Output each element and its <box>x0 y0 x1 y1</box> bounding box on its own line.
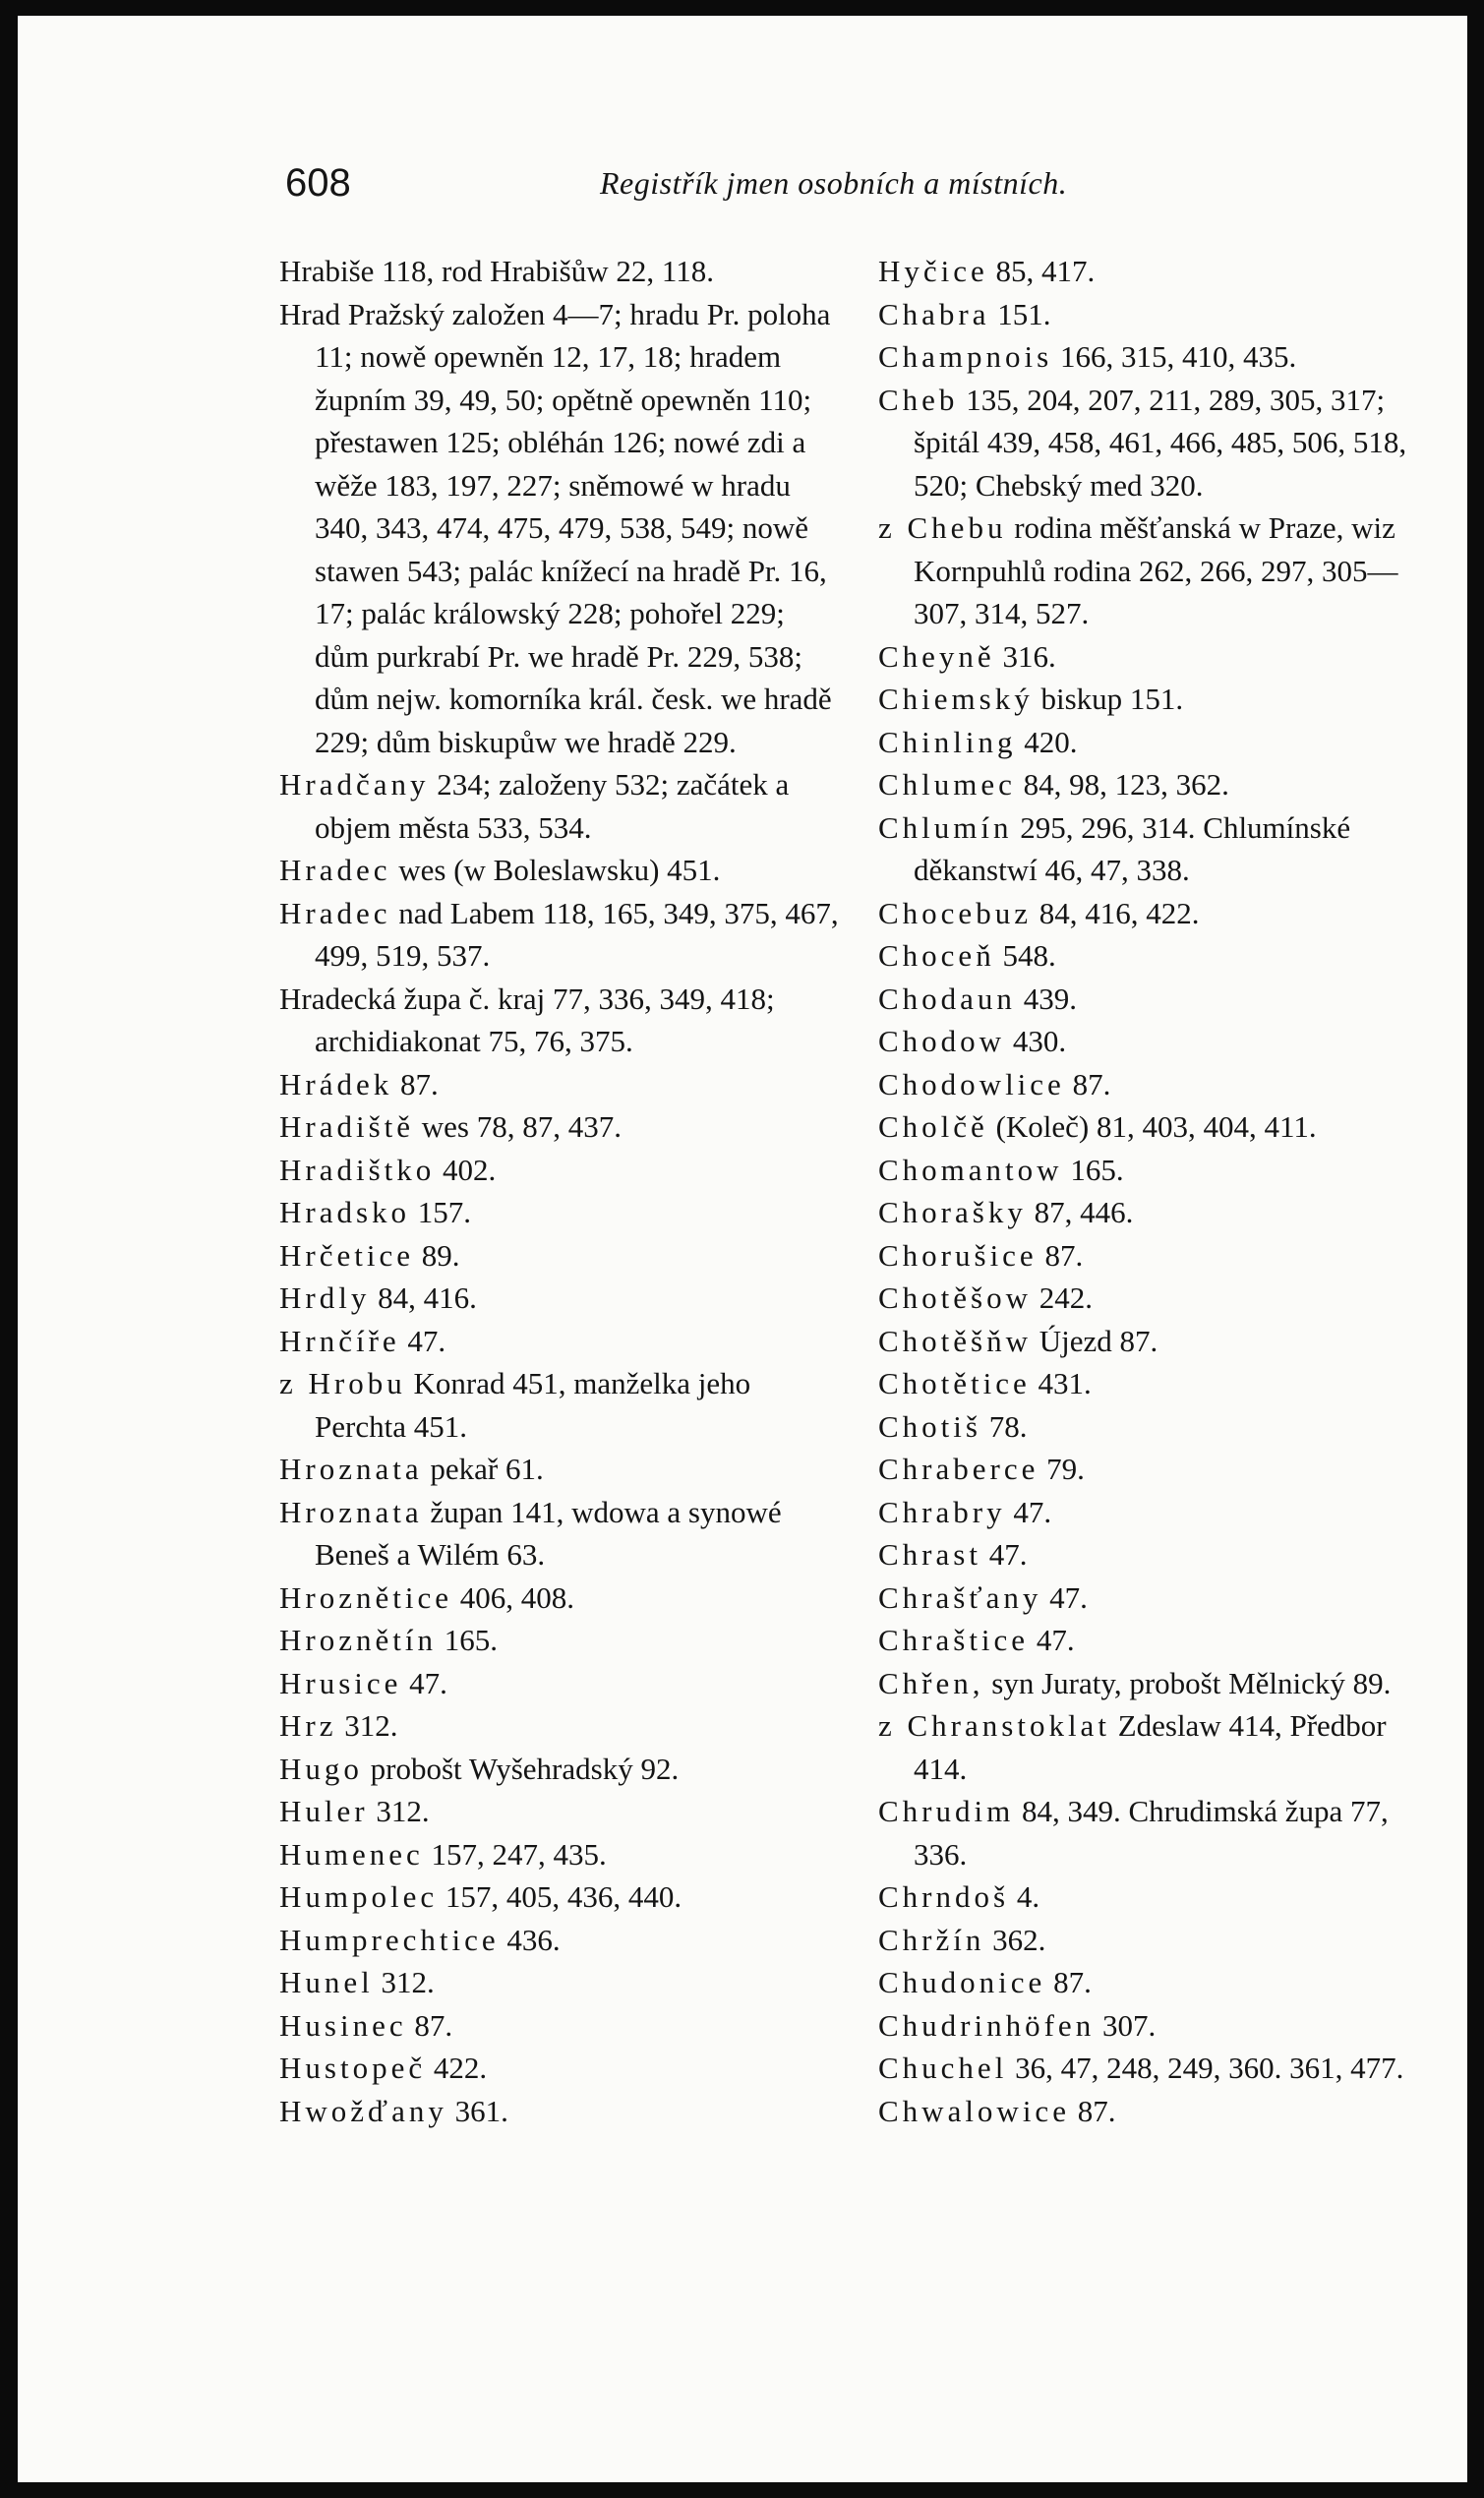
index-entry <box>878 1662 1439 1705</box>
index-entry <box>279 1191 840 1234</box>
index-entry <box>279 293 840 764</box>
index-entry <box>878 1961 1439 2004</box>
index-entry-headword: Hrusice <box>279 1665 402 1700</box>
index-entry <box>279 1748 840 1791</box>
index-entry-text: 234; založeny 532; začátek a objem města 533, 534. <box>315 767 790 845</box>
index-entry-text: rodina měšťanská w Praze, wiz Kornpuhlů rodina 262, 266, 297, 305—307, 314, 527. <box>914 510 1398 630</box>
index-entry <box>279 1919 840 1962</box>
index-entry-headword: Hrdly <box>279 1280 371 1315</box>
index-entry-headword: Chotěšow <box>878 1280 1032 1315</box>
index-entry <box>878 1919 1439 1962</box>
index-entry-text: 78. <box>980 1408 1028 1444</box>
index-entry-text: 47. <box>399 1323 446 1358</box>
index-entry <box>878 335 1439 379</box>
index-entry-headword: Chiemský <box>878 682 1034 716</box>
index-entry-headword: Champnois <box>878 339 1053 374</box>
index-entry <box>878 2004 1439 2048</box>
index-entry <box>878 1405 1439 1449</box>
index-entry-text: 548. <box>994 938 1056 973</box>
index-entry <box>279 849 840 892</box>
index-entry-headword: Chrndoš <box>878 1879 1010 1914</box>
index-entry-headword: z Chranstoklat <box>878 1708 1110 1743</box>
index-entry-headword: Chlumín <box>878 809 1013 845</box>
index-entry-text: 47. <box>980 1537 1028 1572</box>
index-entry-text: 312. <box>368 1794 430 1828</box>
index-entry-text: 295, 296, 314. Chlumínské děkanstwí 46, 47, 338. <box>914 809 1351 887</box>
index-entry-text: wes 78, 87, 437. <box>414 1109 622 1144</box>
index-entry <box>279 1362 840 1448</box>
index-entry-headword: Humenec <box>279 1836 424 1872</box>
index-entry-text: 157, 405, 436, 440. <box>438 1879 683 1914</box>
index-entry-text: 47. <box>1029 1623 1075 1657</box>
index-entry-headword: Hroznětín <box>279 1623 437 1657</box>
index-entry-headword: Chodaun <box>878 981 1016 1016</box>
index-column-left <box>279 250 840 2132</box>
index-entry-headword: Hrádek <box>279 1066 393 1101</box>
index-entry-headword: Hradištko <box>279 1152 436 1187</box>
index-entry-headword: Hrz <box>279 1708 337 1743</box>
index-entry <box>279 1619 840 1662</box>
index-entry-text: 47. <box>1005 1494 1052 1529</box>
index-entry-text: 87, 446. <box>1026 1195 1134 1229</box>
index-entry-text: 87. <box>1045 1965 1092 1999</box>
index-entry <box>279 1105 840 1149</box>
index-entry-text: 87. <box>1037 1237 1084 1273</box>
index-entry-headword: Chotětice <box>878 1366 1031 1400</box>
index-entry-text: 47. <box>401 1665 447 1700</box>
index-entry-text: Konrad 451, manželka jeho Perchta 451. <box>315 1366 751 1444</box>
index-entry-text: 87. <box>1064 1066 1111 1101</box>
index-entry-text: 4. <box>1009 1879 1040 1914</box>
page-number: 608 <box>285 161 351 205</box>
index-entry <box>878 1448 1439 1491</box>
index-entry-text: 157, 247, 435. <box>423 1836 607 1872</box>
index-entry <box>878 1875 1439 1919</box>
index-entry <box>878 806 1439 892</box>
index-entry-headword: Hroznata <box>279 1452 423 1486</box>
index-entry <box>279 2090 840 2133</box>
index-entry-headword: Choceň <box>878 938 995 973</box>
index-entry <box>878 379 1439 507</box>
page-header <box>285 144 1151 222</box>
index-entry-headword: Hugo <box>279 1751 363 1786</box>
index-entry <box>279 763 840 849</box>
index-entry-headword: z Chebu <box>878 510 1007 545</box>
index-entry-headword: Humpolec <box>279 1879 439 1914</box>
index-entry-headword: Chinling <box>878 724 1017 759</box>
index-entry-text: 361. <box>446 2093 508 2128</box>
index-entry <box>878 678 1439 721</box>
index-entry <box>279 1961 840 2004</box>
index-entry <box>279 1149 840 1192</box>
index-entry <box>279 1875 840 1919</box>
index-column-right <box>878 250 1439 2132</box>
index-entry-text: 430. <box>1005 1024 1067 1058</box>
index-entry <box>279 1063 840 1106</box>
index-entry-text: 439. <box>1015 981 1077 1016</box>
index-entry-text: 307. <box>1095 2007 1157 2043</box>
index-entry <box>878 1704 1439 1790</box>
running-title: Registřík jmen osobních a místních. <box>600 165 1068 201</box>
index-entry <box>878 1320 1439 1363</box>
index-entry-text: 87. <box>406 2007 453 2043</box>
index-entry <box>878 934 1439 978</box>
index-entry-text: 316. <box>994 638 1056 674</box>
index-entry-text: 166, 315, 410, 435. <box>1052 339 1297 374</box>
index-entry <box>279 892 840 978</box>
index-entry-headword: Hradec <box>279 895 391 930</box>
index-entry-text: 312. <box>336 1708 398 1743</box>
index-entry-text: 87. <box>1069 2093 1116 2128</box>
index-entry-headword: Chorašky <box>878 1195 1027 1229</box>
index-entry-headword: Chraberce <box>878 1452 1039 1486</box>
index-entry <box>878 635 1439 679</box>
index-entry <box>878 1277 1439 1320</box>
index-entry <box>878 1234 1439 1278</box>
index-entry-text: 402. <box>435 1152 497 1187</box>
index-entry <box>878 1191 1439 1234</box>
index-entry-headword: Hroznětice <box>279 1579 452 1615</box>
index-entry-headword: Chodow <box>878 1024 1006 1058</box>
index-entry <box>878 763 1439 806</box>
index-entry-headword: Chudrinhöfen <box>878 2007 1096 2043</box>
index-entry-headword: Chraštice <box>878 1623 1030 1657</box>
index-entry-text: 36, 47, 248, 249, 360. 361, 477. <box>1007 2051 1404 2085</box>
index-entry-headword: Hyčice <box>878 254 988 288</box>
index-entry-headword: Hradec <box>279 853 391 887</box>
index-entry-headword: Chlumec <box>878 767 1016 802</box>
index-entry <box>878 1020 1439 1063</box>
index-entry-text: 362. <box>984 1922 1046 1957</box>
index-entry <box>279 1320 840 1363</box>
index-entry <box>878 1149 1439 1192</box>
index-entry-headword: Cheyně <box>878 638 995 674</box>
index-entry <box>878 506 1439 635</box>
index-entry-headword: Chocebuz <box>878 895 1032 930</box>
index-entry-headword: Chrašťany <box>878 1579 1042 1615</box>
index-entry <box>279 1833 840 1876</box>
index-entry-text: Zdeslaw 414, Předbor 414. <box>914 1708 1387 1786</box>
index-entry <box>878 250 1439 293</box>
index-entry <box>279 1576 840 1620</box>
index-entry-headword: Huler <box>279 1794 369 1828</box>
index-entry-text: 87. <box>392 1066 439 1101</box>
index-entry <box>878 293 1439 336</box>
index-entry-headword: Humprechtice <box>279 1922 500 1957</box>
index-entry-headword: Chabra <box>878 296 990 331</box>
index-entry-text: 151. <box>989 296 1051 331</box>
index-entry-headword: Chorušice <box>878 1237 1038 1273</box>
index-entry-headword: Chrudim <box>878 1794 1015 1828</box>
index-entry-text: 242. <box>1032 1280 1093 1315</box>
index-entry-headword: Chotiš <box>878 1408 981 1444</box>
index-entry-text: župan 141, wdowa a synowé Beneš a Wilém 63. <box>315 1494 782 1572</box>
index-entry <box>279 1234 840 1278</box>
index-entry <box>878 1790 1439 1875</box>
index-entry <box>279 1491 840 1576</box>
index-entry-headword: Hustopeč <box>279 2051 427 2085</box>
index-entry-text: 312. <box>373 1965 435 1999</box>
index-entry <box>878 1105 1439 1149</box>
index-entry-text: 135, 204, 207, 211, 289, 305, 317; špitál 439, 458, 461, 466, 485, 506, 518, 520; Chebský med 320. <box>914 382 1407 503</box>
index-entry-headword: Chudonice <box>878 1965 1046 1999</box>
index-entry <box>878 1619 1439 1662</box>
index-entry-headword: Hrnčíře <box>279 1323 400 1358</box>
index-entry-headword: Hroznata <box>279 1494 423 1529</box>
index-entry-headword: Chotěšňw <box>878 1323 1032 1358</box>
index-entry-headword: Hunel <box>279 1965 374 1999</box>
index-entry-text: 85, 417. <box>987 254 1096 288</box>
index-entry-headword: Hrčetice <box>279 1237 414 1273</box>
index-entry <box>878 1491 1439 1534</box>
index-entry <box>878 2047 1439 2090</box>
index-entry-headword: Cholčě <box>878 1109 988 1144</box>
index-entry-text: 436. <box>499 1922 561 1957</box>
index-entry-text: biskup 151. <box>1033 682 1184 716</box>
index-entry-text: 84, 416, 422. <box>1031 895 1200 930</box>
index-entry-text: 165. <box>1062 1152 1124 1187</box>
index-entry-text: 84, 98, 123, 362. <box>1015 767 1229 802</box>
index-entry-headword: Chrabry <box>878 1494 1006 1529</box>
index-entry-headword: Cheb <box>878 382 959 417</box>
index-entry-text: 165. <box>436 1623 498 1657</box>
index-entry-text: 84, 416. <box>370 1280 477 1315</box>
index-entry-headword: Hradčany <box>279 767 430 802</box>
index-entry <box>279 1704 840 1748</box>
index-entry-headword: Hradsko <box>279 1195 411 1229</box>
index-entry-text: syn Juraty, probošt Mělnický 89. <box>983 1665 1392 1700</box>
index-entry-text: 157. <box>410 1195 472 1229</box>
index-entry-headword: z Hrobu <box>279 1366 406 1400</box>
index-entry <box>878 1362 1439 1405</box>
index-entry <box>279 1662 840 1705</box>
index-entry <box>878 892 1439 935</box>
index-entry-text: (Koleč) 81, 403, 404, 411. <box>987 1109 1317 1144</box>
index-entry <box>878 721 1439 764</box>
index-entry <box>279 1790 840 1833</box>
index-entry <box>279 2047 840 2090</box>
index-entry-headword: Chwalowice <box>878 2093 1070 2128</box>
index-entry-headword: Chržín <box>878 1922 985 1957</box>
index-entry <box>279 978 840 1063</box>
index-entry-headword: Chrast <box>878 1537 981 1572</box>
book-page <box>18 16 1467 2482</box>
index-entry-headword: Chodowlice <box>878 1066 1065 1101</box>
index-entry-text: Hrad Pražský založen 4—7; hradu Pr. poloha 11; nowě opewněn 12, 17, 18; hradem župním 39, 49, 50; opětně opewněn 110; přestawen 125; obléhán 126; nowé zdi a wěže 183, 197, 227; sněmowé w hradu 340, 343, 474, 475, 479, 538, 549; nowě stawen 543; palác knížecí na hradě Pr. 16, 17; palác králowský 228; pohořel 229; dům purkrabí Pr. we hradě Pr. 229, 538; dům nejw. komorníka král. česk. we hradě 229; dům biskupůw we hradě 229. <box>279 296 832 759</box>
index-entry-text: pekař 61. <box>422 1452 544 1486</box>
index-entry <box>279 1277 840 1320</box>
index-entry-text: 47. <box>1041 1579 1088 1615</box>
index-entry-headword: Chuchel <box>878 2051 1008 2085</box>
index-entry-headword: Hwožďany <box>279 2093 447 2128</box>
index-entry-text: 84, 349. Chrudimská župa 77, 336. <box>914 1794 1389 1872</box>
index-entry-text: nad Labem 118, 165, 349, 375, 467, 499, 519, 537. <box>315 895 839 973</box>
index-entry-headword: Chomantow <box>878 1152 1063 1187</box>
index-entry-text: 422. <box>426 2051 488 2085</box>
index-entry-headword: Chřen, <box>878 1665 984 1700</box>
index-entry-text: wes (w Boleslawsku) 451. <box>390 853 721 887</box>
index-entry-text: 431. <box>1030 1366 1092 1400</box>
index-entry <box>279 2004 840 2048</box>
index-entry <box>878 2090 1439 2133</box>
index-entry-headword: Husinec <box>279 2007 407 2043</box>
index-entry <box>279 250 840 293</box>
index-entry-headword: Hradiště <box>279 1109 415 1144</box>
index-entry-text: probošt Wyšehradský 92. <box>362 1751 680 1786</box>
index-entry-text: 406, 408. <box>451 1579 574 1615</box>
index-entry-text: 89. <box>413 1237 460 1273</box>
index-entry <box>878 1063 1439 1106</box>
index-entry <box>279 1448 840 1491</box>
index-entry-text: Hradecká župa č. kraj 77, 336, 349, 418; archidiakonat 75, 76, 375. <box>279 981 775 1058</box>
index-entry-text: Hrabiše 118, rod Hrabišůw 22, 118. <box>279 254 714 288</box>
index-entry-text: 420. <box>1016 724 1078 759</box>
index-entry-text: 79. <box>1039 1452 1085 1486</box>
index-entry-text: Újezd 87. <box>1032 1323 1158 1358</box>
index-entry <box>878 1533 1439 1576</box>
index-entry <box>878 1576 1439 1620</box>
index-entry <box>878 978 1439 1021</box>
